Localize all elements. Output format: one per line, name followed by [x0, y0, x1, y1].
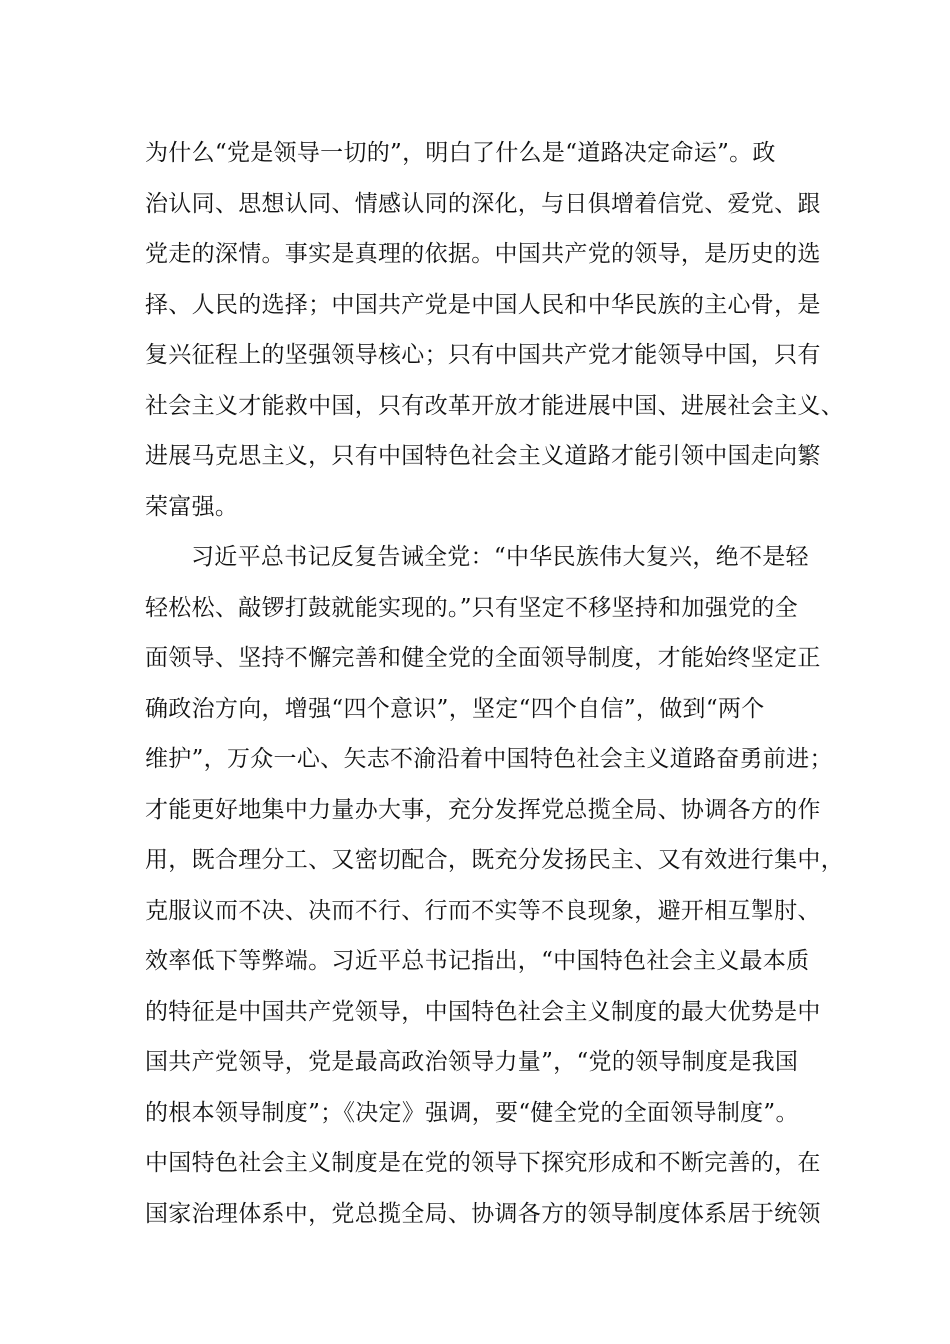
- text-line: 国共产党领导，党是最高政治领导力量”，“党的领导制度是我国: [145, 1049, 799, 1075]
- text-line: 的根本领导制度”；《决定》强调，要“健全党的全面领导制度”。: [145, 1099, 799, 1126]
- text-line: 的特征是中国共产党领导，中国特色社会主义制度的最大优势是中: [145, 998, 821, 1025]
- text-line: 效率低下等弊端。习近平总书记指出，“中国特色社会主义最本质: [145, 948, 810, 974]
- text-line: 复兴征程上的坚强领导核心；只有中国共产党才能领导中国，只有: [145, 342, 821, 368]
- text-line: 为什么“党是领导一切的”，明白了什么是“道路决定命运”。政: [145, 140, 776, 166]
- text-line: 中国特色社会主义制度是在党的领导下探究形成和不断完善的，在: [145, 1150, 821, 1176]
- text-line: 治认同、思想认同、情感认同的深化，与日俱增着信党、爱党、跟: [145, 190, 821, 217]
- text-line: 社会主义才能救中国，只有改革开放才能进展中国、进展社会主义、: [145, 392, 844, 419]
- text-line: 国家治理体系中，党总揽全局、协调各方的领导制度体系居于统领: [145, 1200, 821, 1227]
- paragraph-first-line: 习近平总书记反复告诫全党：“中华民族伟大复兴，绝不是轻: [191, 544, 809, 570]
- text-line: 才能更好地集中力量办大事，充分发挥党总揽全局、协调各方的作: [145, 796, 821, 823]
- text-line: 用，既合理分工、又密切配合，既充分发扬民主、又有效进行集中，: [145, 847, 844, 873]
- text-line: 确政治方向，增强“四个意识”，坚定“四个自信”，做到“两个: [145, 695, 765, 722]
- text-line: 党走的深情。事实是真理的依据。中国共产党的领导，是历史的选: [145, 241, 821, 267]
- text-line: 维护”，万众一心、矢志不渝沿着中国特色社会主义道路奋勇前进；: [145, 746, 833, 772]
- text-line: 面领导、坚持不懈完善和健全党的全面领导制度，才能始终坚定正: [145, 645, 821, 671]
- body-text: [145, 128, 844, 1239]
- text-line: 荣富强。: [145, 493, 239, 520]
- text-line: 择、人民的选择；中国共产党是中国人民和中华民族的主心骨，是: [145, 291, 821, 318]
- text-line: 克服议而不决、决而不行、行而不实等不良现象，避开相互掣肘、: [145, 897, 821, 924]
- text-line: 轻松松、敲锣打鼓就能实现的。”只有坚定不移坚持和加强党的全: [145, 594, 798, 621]
- text-line: 进展马克思主义，只有中国特色社会主义道路才能引领中国走向繁: [145, 443, 821, 469]
